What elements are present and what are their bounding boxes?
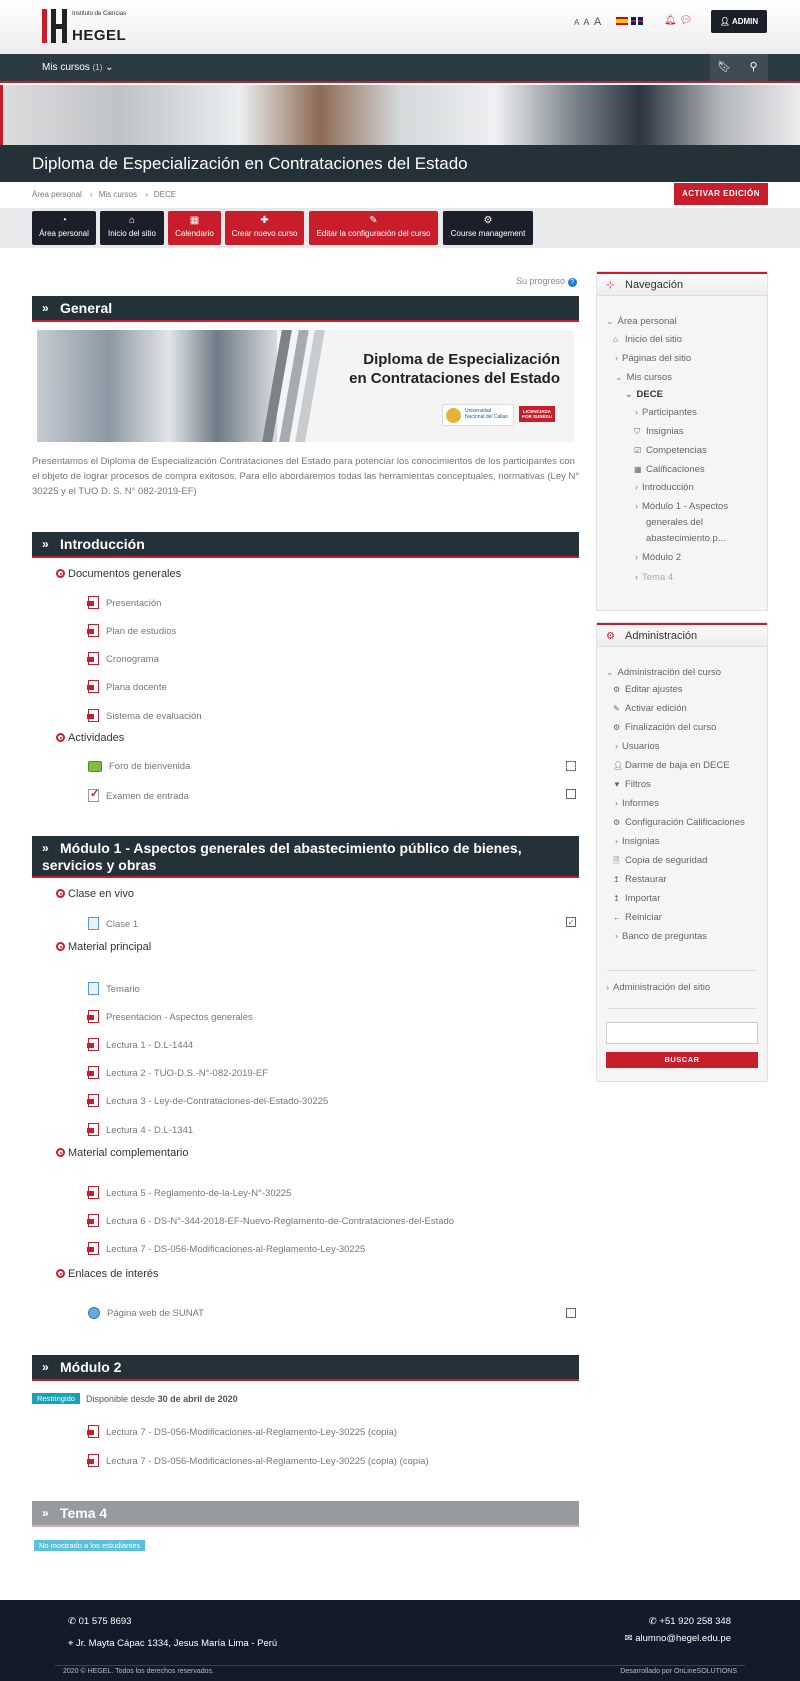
- bell-icon[interactable]: 🔔︎: [664, 15, 677, 26]
- copyright: 2020 © HEGEL. Todos los derechos reservados.: [63, 1668, 214, 1675]
- admin-label: Filtros: [625, 779, 651, 790]
- nav-label: Páginas del sitio: [622, 353, 692, 364]
- resource-label: Lectura 5 - Reglamento-de-la-Ley-N°-30225: [106, 1188, 292, 1199]
- font-size-controls: [574, 16, 603, 28]
- resource-temario[interactable]: [88, 982, 140, 995]
- chevron-right-icon: ›: [615, 741, 618, 751]
- double-chevron-icon: »: [42, 301, 49, 315]
- activity-examen-entrada[interactable]: [88, 789, 189, 802]
- chevron-right-icon: ›: [635, 572, 638, 582]
- mis-cursos-menu[interactable]: [42, 62, 114, 73]
- target-icon: [56, 889, 65, 898]
- cogs-icon: ⚙: [606, 631, 615, 642]
- quick-course-management-button[interactable]: [443, 211, 533, 245]
- nav-modulo-1-line2[interactable]: generales del: [646, 517, 704, 528]
- block-title: Navegación: [625, 279, 684, 291]
- nav-area-personal[interactable]: [606, 316, 677, 327]
- pdf-icon: [88, 1010, 99, 1023]
- quick-area-personal-button[interactable]: [32, 211, 96, 245]
- pdf-icon: [88, 1066, 99, 1079]
- phone-text: 01 575 8693: [78, 1616, 132, 1627]
- chevron-right-icon: ›: [635, 552, 638, 562]
- restricted-badge: Restringido: [32, 1393, 80, 1404]
- nav-label: Competencias: [646, 445, 707, 456]
- nav-label: Tema 4: [642, 572, 674, 583]
- pdf-icon: [88, 1454, 99, 1467]
- admin-label: Darme de baja en DECE: [625, 760, 730, 771]
- subsection-title: Documentos generales: [68, 568, 182, 580]
- nav-label: DECE: [636, 389, 663, 400]
- nav-label: Calificaciones: [646, 464, 705, 475]
- resource-label: Cronograma: [106, 654, 159, 665]
- resource-label: Presentacion - Aspectos generales: [106, 1012, 253, 1023]
- resource-lectura-7[interactable]: [88, 1242, 365, 1255]
- resource-label: Lectura 7 - DS-056-Modificaciones-al-Reglamento-Ley-30225 (copia): [106, 1427, 397, 1438]
- resource-lectura-1[interactable]: [88, 1038, 193, 1051]
- handshake-photo: [37, 330, 277, 442]
- admin-banco-preguntas[interactable]: [615, 931, 707, 942]
- admin-label: Reiniciar: [625, 912, 662, 923]
- nav-dece[interactable]: [625, 389, 663, 400]
- page-title: Diploma de Especialización en Contrataciones del Estado: [32, 154, 468, 173]
- nav-paginas-sitio[interactable]: [615, 353, 691, 364]
- nav-modulo-1-line3[interactable]: abastecimiento p...: [646, 533, 726, 544]
- nav-inicio-sitio[interactable]: [613, 334, 682, 345]
- file-icon: 🗎︎: [613, 856, 620, 865]
- user-icon: 👤︎: [613, 761, 624, 770]
- admin-label: Editar ajustes: [625, 684, 683, 695]
- administration-block: [596, 622, 768, 1082]
- map-marker-icon: ⌖: [68, 1638, 74, 1649]
- admin-label: Insignias: [622, 836, 660, 847]
- subsection-title: Clase en vivo: [68, 888, 135, 900]
- subsection-documentos[interactable]: [56, 568, 181, 580]
- mis-cursos-label: Mis cursos: [42, 62, 90, 73]
- chevron-down-icon: ⌄: [105, 62, 114, 73]
- chevron-right-icon: ›: [635, 501, 638, 511]
- footer-email[interactable]: [625, 1633, 731, 1644]
- double-chevron-icon: »: [42, 537, 49, 551]
- admin-reiniciar[interactable]: [613, 912, 662, 923]
- banner-title-line: Diploma de Especialización: [363, 351, 560, 368]
- font-medium-button[interactable]: A: [583, 17, 590, 27]
- subsection-material-principal[interactable]: [56, 941, 151, 953]
- chevron-down-icon: ⌄: [615, 372, 623, 382]
- calendar-icon: ▦: [189, 215, 200, 226]
- envelope-icon: ✉: [624, 1633, 633, 1644]
- pdf-icon: [88, 1425, 99, 1438]
- nav-calificaciones[interactable]: [634, 464, 705, 475]
- resource-lectura-6[interactable]: [88, 1214, 454, 1227]
- chevron-right-icon: ›: [606, 982, 609, 992]
- cogs-icon: ⚙: [483, 215, 493, 226]
- phone-icon: ✆: [68, 1616, 76, 1627]
- table-icon: ▦: [634, 465, 642, 474]
- checkbox-icon: ☑: [634, 446, 642, 455]
- sitemap-icon: ⊹: [606, 280, 615, 291]
- chevron-down-icon: ⌄: [606, 667, 614, 677]
- section-title: General: [60, 300, 113, 316]
- resource-label: Plan de estudios: [106, 626, 177, 637]
- admin-finalizacion[interactable]: [613, 722, 716, 733]
- resource-label: Lectura 4 - D.L-1341: [106, 1125, 194, 1136]
- progress-label: Su progreso: [516, 276, 566, 286]
- admin-editar-ajustes[interactable]: [613, 684, 683, 695]
- resource-plan-estudios[interactable]: [88, 624, 176, 637]
- resource-label: Lectura 6 - DS-N°-344-2018-EF-Nuevo-Reglamento-de-Contrataciones-del-Estado: [106, 1216, 455, 1227]
- footer-phone: [68, 1616, 131, 1627]
- url-pagina-sunat[interactable]: [88, 1307, 204, 1319]
- pdf-icon: [88, 1242, 99, 1255]
- admin-label: Banco de preguntas: [622, 931, 708, 942]
- course-title-bar: [0, 145, 800, 182]
- nav-label: Inicio del sitio: [625, 334, 683, 345]
- resource-label: Temario: [106, 984, 140, 995]
- resource-label: Clase 1: [106, 919, 139, 930]
- completion-checkbox[interactable]: [566, 789, 576, 799]
- admin-label: Copia de seguridad: [625, 855, 708, 866]
- subsection-actividades[interactable]: [56, 732, 124, 744]
- shield-icon: ⛉: [634, 427, 640, 436]
- document-icon: [88, 917, 99, 930]
- resource-lectura-7-copia-copia[interactable]: [88, 1454, 429, 1467]
- quick-inicio-button[interactable]: [100, 211, 164, 245]
- completion-checkbox[interactable]: [566, 761, 576, 771]
- subsection-title: Material complementario: [68, 1147, 189, 1159]
- notifications: [664, 15, 692, 26]
- admin-restaurar[interactable]: [613, 874, 667, 885]
- divider: [607, 970, 757, 971]
- subsection-title: Actividades: [68, 732, 125, 744]
- target-icon: [56, 569, 65, 578]
- subsection-enlaces[interactable]: [56, 1268, 159, 1280]
- nav-label: Mis cursos: [626, 372, 672, 383]
- pdf-icon: [88, 652, 99, 665]
- page-footer: [0, 1600, 800, 1681]
- progress-indicator: [516, 276, 577, 287]
- pdf-icon: [88, 1094, 99, 1107]
- admin-insignias[interactable]: [615, 836, 660, 847]
- nav-label: Área personal: [617, 316, 677, 327]
- resource-cronograma[interactable]: [88, 652, 159, 665]
- edit-icon: ✎: [369, 215, 378, 226]
- nav-label: Introducción: [642, 482, 694, 493]
- hidden-badge: No mostrado a los estudiantes: [34, 1540, 145, 1551]
- resource-label: Examen de entrada: [106, 791, 189, 802]
- resource-lectura-3[interactable]: [88, 1094, 328, 1107]
- breadcrumb: [32, 190, 182, 199]
- target-icon: [56, 1148, 65, 1157]
- quiz-icon: [88, 789, 99, 802]
- bookmark-icon[interactable]: 🔖︎: [710, 54, 739, 81]
- breadcrumb-separator: ›: [90, 190, 93, 199]
- resource-lectura-5[interactable]: [88, 1186, 291, 1199]
- subsection-clase-en-vivo[interactable]: [56, 888, 134, 900]
- quick-label: Calendario: [175, 229, 214, 238]
- breadcrumb-dece[interactable]: DECE: [153, 190, 177, 199]
- section-title: Introducción: [60, 536, 145, 552]
- pdf-icon: [88, 1123, 99, 1136]
- double-chevron-icon: »: [42, 1506, 49, 1520]
- resource-presentacion-aspectos[interactable]: [88, 1010, 253, 1023]
- navigation-block-header[interactable]: [597, 272, 767, 296]
- resource-lectura-4[interactable]: [88, 1123, 193, 1136]
- resource-clase-1[interactable]: [88, 917, 138, 930]
- quick-label: Editar la configuración del curso: [316, 229, 431, 238]
- language-flags: [616, 16, 646, 27]
- section-title: Módulo 2: [60, 1359, 122, 1375]
- admin-filtros[interactable]: [613, 779, 651, 790]
- quick-label: Inicio del sitio: [107, 229, 157, 238]
- unac-logo: Universidad Nacional del Callao: [442, 404, 514, 426]
- administration-block-header[interactable]: [597, 623, 767, 647]
- nav-modulo-1[interactable]: [635, 501, 728, 512]
- resource-label: Lectura 7 - DS-056-Modificaciones-al-Reglamento-Ley-30225 (copia) (copia): [106, 1456, 429, 1467]
- admin-config-calificaciones[interactable]: [613, 817, 745, 828]
- admin-importar[interactable]: [613, 893, 660, 904]
- font-small-button[interactable]: A: [574, 18, 580, 27]
- target-icon: [56, 942, 65, 951]
- section-title-line2: servicios y obras: [42, 857, 157, 873]
- pencil-icon: ✎: [613, 704, 620, 713]
- admin-label: Finalización del curso: [625, 722, 717, 733]
- quick-label: Área personal: [39, 229, 89, 238]
- availability-text: [86, 1394, 238, 1404]
- whatsapp-icon: ✆: [648, 1616, 657, 1627]
- pdf-icon: [88, 596, 99, 609]
- resource-label: Plana docente: [106, 682, 167, 693]
- web-link-icon: [88, 1307, 100, 1319]
- gear-icon: ⚙: [613, 818, 621, 827]
- resource-label: Presentación: [106, 598, 162, 609]
- breadcrumb-mis-cursos[interactable]: Mis cursos: [98, 190, 137, 199]
- banner-title-line: en Contrataciones del Estado: [349, 370, 560, 387]
- user-icon: 👤︎: [719, 17, 730, 26]
- resource-label: Lectura 7 - DS-056-Modificaciones-al-Reglamento-Ley-30225: [106, 1244, 366, 1255]
- logo-subtitle: Instituto de Ciencias: [72, 11, 127, 17]
- completion-checkbox-checked[interactable]: ✓: [567, 918, 575, 927]
- pdf-icon: [88, 624, 99, 637]
- block-title: Administración: [625, 630, 698, 642]
- partner-logos: [442, 404, 556, 426]
- admin-label: Restaurar: [625, 874, 667, 885]
- english-flag-icon[interactable]: [631, 17, 643, 25]
- pdf-icon: [88, 1038, 99, 1051]
- footer-whatsapp[interactable]: [649, 1616, 731, 1627]
- help-icon[interactable]: ?: [568, 278, 577, 287]
- nav-label: Insignias: [646, 426, 684, 437]
- admin-usuarios[interactable]: [615, 741, 660, 752]
- resource-lectura-7-copia[interactable]: [88, 1425, 397, 1438]
- chat-icon[interactable]: 💬︎: [679, 15, 693, 26]
- admin-label: Importar: [625, 893, 661, 904]
- logo-title: HEGEL: [72, 27, 127, 44]
- nav-label: Módulo 2: [642, 552, 682, 563]
- nav-label: Participantes: [642, 407, 697, 418]
- admin-label: Activar edición: [625, 703, 687, 714]
- resource-label: Página web de SUNAT: [107, 1308, 204, 1319]
- resource-plana-docente[interactable]: [88, 680, 167, 693]
- footer-address: [68, 1638, 277, 1649]
- whatsapp-text: +51 920 258 348: [659, 1616, 731, 1627]
- home-icon: ⌂: [613, 335, 618, 344]
- top-header: [0, 0, 800, 54]
- resource-presentacion[interactable]: [88, 596, 161, 609]
- buscar-button[interactable]: BUSCAR: [606, 1052, 758, 1068]
- general-description: Presentamos el Diploma de Especialización Contrataciones del Estado para potenciar los conocimientos de los participantes con el objeto de lograr procesos de compra exitosos. Para ello abordaremos todas las herramientas conceptuales, normativas (Ley N° 30225 y el TUO D. S. N° 082-2019-EF): [32, 456, 580, 497]
- sunedu-badge: LICENCIADA POR SUNEDU: [519, 406, 555, 422]
- admin-label: Informes: [622, 798, 659, 809]
- admin-label: Configuración Calificaciones: [625, 817, 745, 828]
- nav-label: Módulo 1 - Aspectos: [642, 501, 729, 512]
- upload-icon: ↥: [613, 875, 620, 884]
- pdf-icon: [88, 680, 99, 693]
- resource-label: Lectura 1 - D.L-1444: [106, 1040, 194, 1051]
- plus-icon: ✚: [260, 215, 269, 226]
- subsection-material-complementario[interactable]: [56, 1147, 188, 1159]
- home-icon: ⌂: [128, 215, 136, 226]
- quick-calendario-button[interactable]: [168, 211, 221, 245]
- admin-copia-seguridad[interactable]: [613, 855, 707, 869]
- pdf-icon: [88, 709, 99, 722]
- quick-label: Course management: [450, 229, 526, 238]
- quick-links-bar: [0, 208, 800, 248]
- completion-checkbox[interactable]: [566, 1308, 576, 1318]
- subsection-title: Enlaces de interés: [68, 1268, 159, 1280]
- spanish-flag-icon[interactable]: [616, 17, 628, 25]
- quick-editar-config-button[interactable]: [309, 211, 438, 245]
- admin-sitio[interactable]: [606, 982, 710, 993]
- admin-user-button[interactable]: [711, 10, 767, 33]
- import-icon: ↥: [613, 894, 620, 903]
- gear-icon: ⚙: [613, 685, 621, 694]
- section-title: Tema 4: [60, 1505, 108, 1521]
- pdf-icon: [88, 1186, 99, 1199]
- arrow-left-icon: ←: [613, 913, 621, 922]
- resource-label: Lectura 3 - Ley-de-Contrataciones-del-Estado-30225: [106, 1096, 329, 1107]
- resource-lectura-2[interactable]: [88, 1066, 268, 1079]
- section-modulo2-header[interactable]: [32, 1355, 579, 1381]
- banner-title: [349, 350, 560, 388]
- chevron-right-icon: ›: [615, 836, 618, 846]
- dashboard-icon: ◔: [60, 215, 68, 226]
- availability-date: 30 de abril de 2020: [157, 1394, 238, 1404]
- chevron-right-icon: ›: [635, 407, 638, 417]
- font-large-button[interactable]: A: [593, 16, 602, 28]
- admin-search-input[interactable]: [606, 1022, 758, 1044]
- pdf-icon: [88, 1214, 99, 1227]
- filter-icon: ▼: [613, 780, 621, 789]
- chevron-right-icon: ›: [615, 931, 618, 941]
- nav-modulo-2[interactable]: [635, 552, 681, 563]
- navigation-block: [596, 271, 768, 611]
- resource-sistema-evaluacion[interactable]: [88, 709, 202, 722]
- course-banner-image: [0, 85, 800, 145]
- gear-icon: ⚙: [613, 723, 621, 732]
- section-modulo1-header[interactable]: [32, 836, 579, 878]
- nav-introduccion[interactable]: [635, 482, 694, 493]
- admin-activar-edicion[interactable]: [613, 703, 687, 714]
- nav-mis-cursos[interactable]: [615, 372, 672, 383]
- forum-icon: [88, 761, 102, 772]
- admin-label: Usuarios: [622, 741, 660, 752]
- chevron-right-icon: ›: [615, 353, 618, 363]
- activar-edicion-button[interactable]: ACTIVAR EDICIÓN: [674, 183, 768, 205]
- chevron-right-icon: ›: [635, 482, 638, 492]
- nav-participantes[interactable]: [635, 407, 697, 418]
- general-banner-image: [37, 330, 574, 442]
- admin-label: Administración del sitio: [613, 982, 711, 993]
- quick-label: Crear nuevo curso: [231, 229, 298, 238]
- chevron-down-icon: ⌄: [625, 389, 633, 399]
- target-icon: [56, 733, 65, 742]
- resource-label: Lectura 2 - TUO-D.S.-N°-082-2019-EF: [106, 1068, 269, 1079]
- subsection-title: Material principal: [68, 941, 152, 953]
- section-general-header[interactable]: [32, 296, 579, 322]
- activity-foro-bienvenida[interactable]: [88, 761, 190, 772]
- document-icon: [88, 982, 99, 995]
- double-chevron-icon: »: [42, 1360, 49, 1374]
- nav-insignias[interactable]: [634, 426, 684, 437]
- quick-crear-curso-button[interactable]: [225, 211, 304, 245]
- resource-label: Sistema de evaluación: [106, 711, 202, 722]
- target-icon: [56, 1269, 65, 1278]
- developer-credit[interactable]: Desarrollado por OnLineSOLUTIONS: [620, 1668, 737, 1675]
- chevron-right-icon: ›: [615, 798, 618, 808]
- hegel-logo[interactable]: [42, 9, 142, 45]
- admin-informes[interactable]: [615, 798, 659, 809]
- nav-tema-4[interactable]: [635, 572, 673, 583]
- nav-competencias[interactable]: [634, 445, 707, 456]
- availability-prefix: Disponible desde: [86, 1394, 156, 1404]
- admin-label: Administración del curso: [617, 667, 722, 678]
- breadcrumb-area-personal[interactable]: Área personal: [32, 190, 82, 199]
- admin-darme-baja[interactable]: [613, 760, 730, 771]
- main-navbar: [0, 54, 800, 83]
- email-text: alumno@hegel.edu.pe: [635, 1633, 731, 1644]
- chevron-down-icon: ⌄: [606, 316, 614, 326]
- footer-divider: [55, 1665, 745, 1666]
- admin-curso[interactable]: [606, 667, 721, 678]
- breadcrumb-separator: ›: [145, 190, 148, 199]
- section-title: Módulo 1 - Aspectos generales del abastecimiento público de bienes,: [60, 840, 522, 856]
- search-icon[interactable]: ⚲: [739, 54, 768, 81]
- section-tema4-header[interactable]: [32, 1501, 579, 1527]
- divider: [607, 1008, 757, 1009]
- admin-label: ADMIN: [731, 17, 759, 26]
- address-text: Jr. Mayta Cápac 1334, Jesus María Lima - Perú: [76, 1638, 278, 1649]
- section-introduccion-header[interactable]: [32, 532, 579, 558]
- resource-label: Foro de bienvenida: [109, 761, 191, 772]
- double-chevron-icon: »: [42, 841, 49, 855]
- mis-cursos-count: (1): [92, 63, 103, 72]
